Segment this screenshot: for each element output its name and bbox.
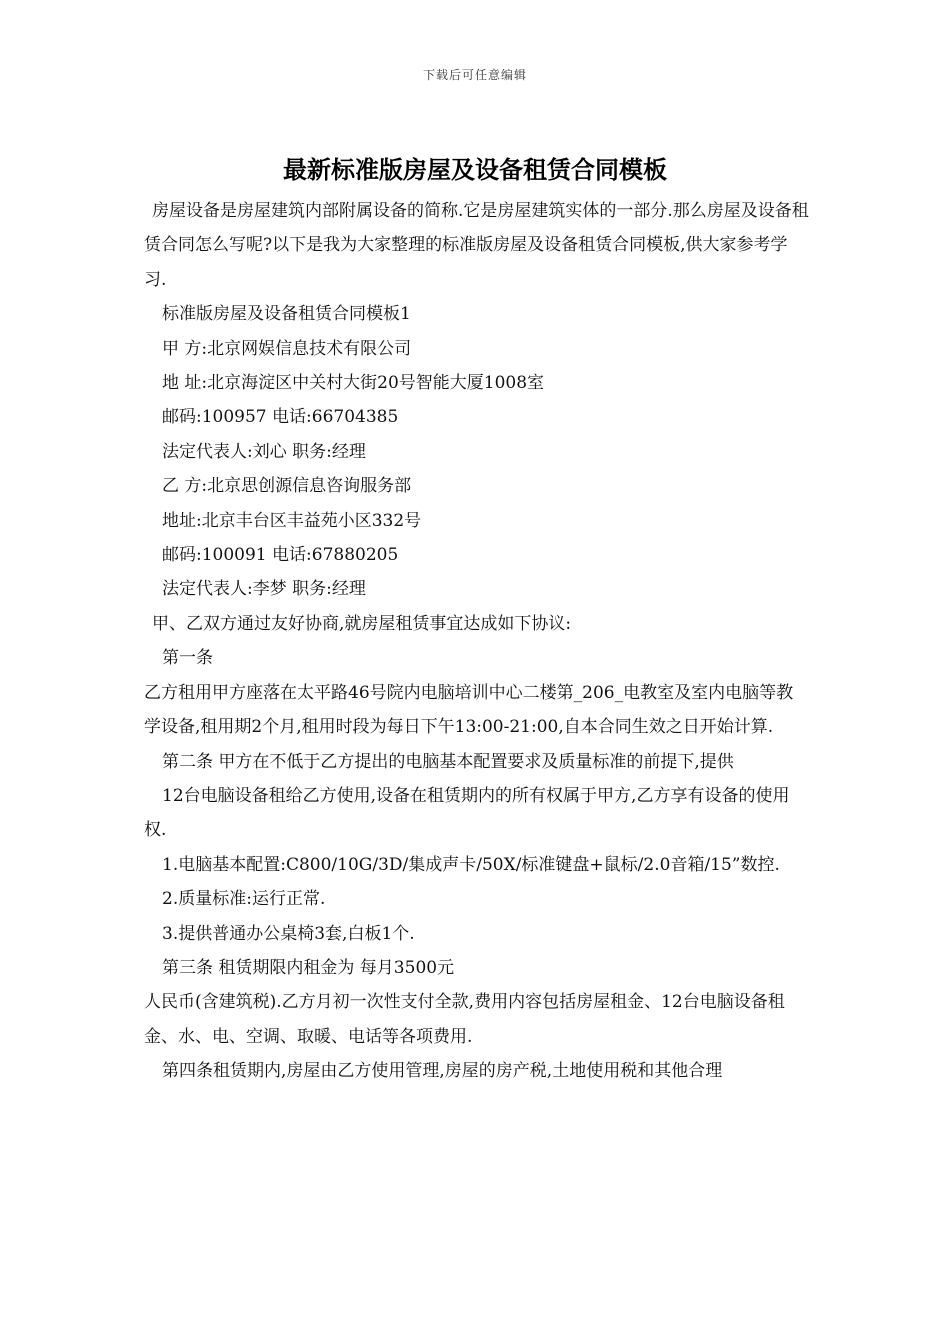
party-a-contact: 邮码:100957 电话:66704385 bbox=[162, 407, 399, 428]
party-a-address: 地 址:北京海淀区中关村大街20号智能大厦1008室 bbox=[162, 373, 545, 394]
intro-paragraph: 房屋设备是房屋建筑内部附属设备的简称.它是房屋建筑实体的一部分.那么房屋及设备租赁合同怎么写呢?以下是我为大家整理的标准版房屋及设备租赁合同模板,供大家参考学习. bbox=[144, 201, 809, 290]
article-2-continued: 12台电脑设备租给乙方使用,设备在租赁期内的所有权属于甲方,乙方享有设备的使用权. bbox=[144, 785, 790, 841]
header-note: 下载后可任意编辑 bbox=[422, 68, 527, 82]
article-1-text: 乙方租用甲方座落在太平路46号院内电脑培训中心二楼第_206_电教室及室内电脑等教学设备,租用期2个月,租用时段为每日下午13:00-21:00,自本合同生效之日开始计算. bbox=[144, 682, 794, 738]
party-b-name: 乙 方:北京思创源信息咨询服务部 bbox=[162, 476, 412, 497]
document-title: 最新标准版房屋及设备租赁合同模板 bbox=[283, 156, 667, 184]
party-b-address: 地址:北京丰台区丰益苑小区332号 bbox=[162, 510, 422, 531]
party-b-contact: 邮码:100091 电话:67880205 bbox=[162, 545, 399, 566]
article-1-heading: 第一条 bbox=[162, 648, 213, 669]
article-2-item-3: 3.提供普通办公桌椅3套,白板1个. bbox=[162, 923, 415, 944]
party-a-name: 甲 方:北京网娱信息技术有限公司 bbox=[162, 338, 412, 359]
template-heading: 标准版房屋及设备租赁合同模板1 bbox=[162, 304, 411, 325]
agreement-preamble: 甲、乙双方通过友好协商,就房屋租赁事宜达成如下协议: bbox=[152, 613, 572, 634]
article-2-item-2: 2.质量标准:运行正常. bbox=[162, 889, 326, 910]
article-2-text: 第二条 甲方在不低于乙方提出的电脑基本配置要求及质量标准的前提下,提供 bbox=[162, 751, 734, 772]
article-4-text: 第四条租赁期内,房屋由乙方使用管理,房屋的房产税,土地使用税和其他合理 bbox=[162, 1061, 723, 1082]
document-body bbox=[144, 194, 809, 1089]
article-2-item-1: 1.电脑基本配置:C800/10G/3D/集成声卡/50X/标准键盘+鼠标/2.0音箱/15”数控. bbox=[162, 854, 780, 875]
party-b-representative: 法定代表人:李梦 职务:经理 bbox=[162, 579, 366, 600]
article-3-text: 第三条 租赁期限内租金为 每月3500元 bbox=[162, 957, 455, 978]
party-a-representative: 法定代表人:刘心 职务:经理 bbox=[162, 441, 366, 462]
article-3-continued: 人民币(含建筑税).乙方月初一次性支付全款,费用内容包括房屋租金、12台电脑设备租金、水、电、空调、取暖、电话等各项费用. bbox=[144, 992, 785, 1047]
